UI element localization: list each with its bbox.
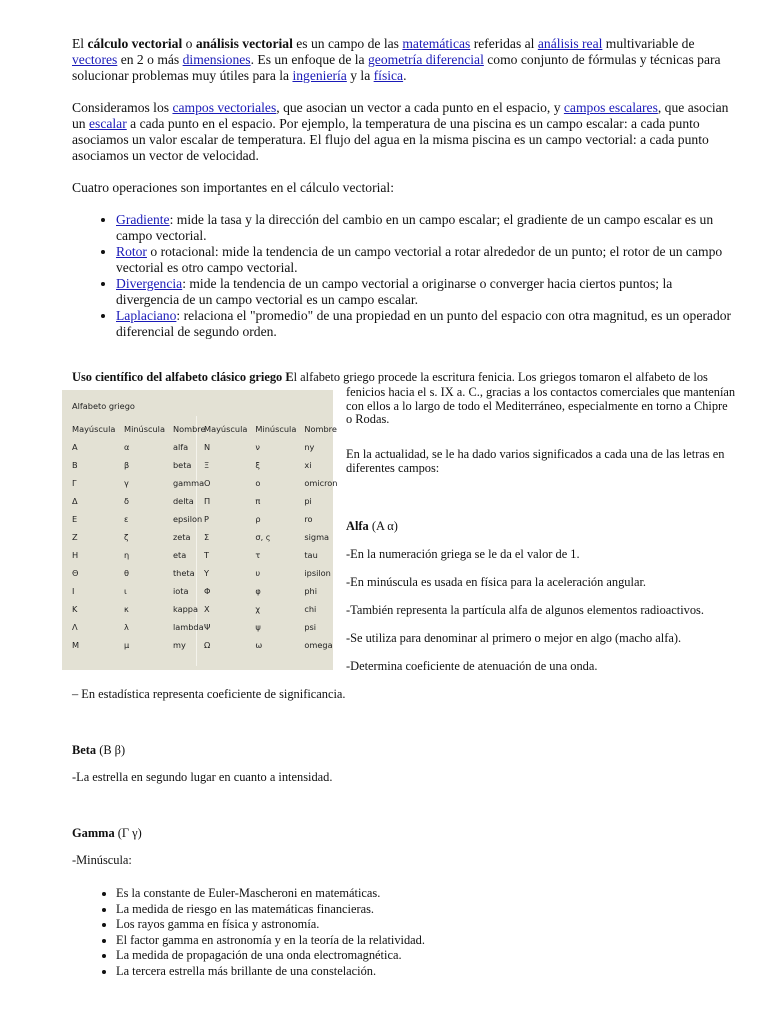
table-title: Alfabeto griego xyxy=(72,401,135,411)
uppercase-letter: Υ xyxy=(204,568,210,578)
term-calculo-vectorial: cálculo vectorial xyxy=(87,36,183,51)
lowercase-letter: φ xyxy=(255,586,261,596)
uppercase-letter: Φ xyxy=(204,586,211,596)
lowercase-letter: σ, ς xyxy=(255,532,271,542)
alfa-heading: Alfa (Α α) xyxy=(346,519,398,533)
uppercase-letter: Ο xyxy=(204,478,211,488)
greek-heading-line: Uso científico del alfabeto clásico griego El alfabeto griego procede la escritura fenicia. Los griegos tomaron el alfabeto de los xyxy=(72,370,708,384)
column-header: Mayúscula xyxy=(72,424,116,434)
lowercase-letter: ρ xyxy=(255,514,261,524)
uppercase-letter: Θ xyxy=(72,568,79,578)
table-row xyxy=(64,636,206,654)
letter-name: ny xyxy=(304,442,315,452)
link-escalar[interactable]: escalar xyxy=(89,116,127,131)
table-row xyxy=(196,492,338,510)
letter-name: omicron xyxy=(304,478,338,488)
link-matematicas[interactable]: matemáticas xyxy=(402,36,471,51)
uppercase-letter: Β xyxy=(72,460,78,470)
table-row xyxy=(64,438,206,456)
gamma-list xyxy=(72,886,768,979)
table-row xyxy=(196,618,338,636)
letter-name: iota xyxy=(172,586,189,596)
list-item: • La medida de riesgo en las matemáticas financieras. xyxy=(116,902,768,918)
meanings-intro: En la actualidad, se le ha dado varios significados a cada una de las letras en diferentes campos: xyxy=(346,447,725,475)
letter-name: zeta xyxy=(172,532,191,542)
table-row xyxy=(196,582,338,600)
uppercase-letter: Σ xyxy=(204,532,210,542)
lowercase-letter: ι xyxy=(124,586,127,596)
letter-name: ipsilon xyxy=(304,568,331,578)
lowercase-letter: μ xyxy=(124,640,130,650)
letter-name: phi xyxy=(304,586,318,596)
lowercase-letter: π xyxy=(255,496,261,506)
fields-paragraph: Consideramos los campos vectoriales, que asocian un vector a cada punto en el espacio, y campos escalares, que asocian un escalar a cada punto en el espacio. Por ejemplo, la temperatura de una piscina es un campo escalar: a cada punto asociamos un valor escalar de temperatura. El flujo del agua en la misma piscina es un campo vectorial: a cada punto asociamos un vector de velocidad. xyxy=(72,100,729,163)
lowercase-letter: ξ xyxy=(255,460,260,470)
table-row xyxy=(64,474,206,492)
operations-list xyxy=(72,212,732,340)
table-row xyxy=(196,510,338,528)
greek-table-right xyxy=(196,420,338,654)
column-header: Nombre xyxy=(172,424,206,434)
table-row xyxy=(64,564,206,582)
uppercase-letter: Α xyxy=(72,442,78,452)
greek-alphabet-table xyxy=(62,390,338,670)
table-row xyxy=(64,510,206,528)
lowercase-letter: ζ xyxy=(124,532,129,542)
table-row xyxy=(64,618,206,636)
uppercase-letter: Ν xyxy=(204,442,211,452)
uppercase-letter: Π xyxy=(204,496,211,506)
letter-name: alfa xyxy=(172,442,189,452)
table-row xyxy=(196,564,338,582)
lowercase-letter: η xyxy=(124,550,130,560)
letter-name: lambda xyxy=(172,622,204,632)
column-header: Minúscula xyxy=(124,424,165,434)
gamma-title: Gamma xyxy=(72,826,115,840)
uppercase-letter: Ε xyxy=(72,514,78,524)
letter-name: gamma xyxy=(172,478,205,488)
uppercase-letter: Λ xyxy=(72,622,78,632)
beta-title: Beta xyxy=(72,743,97,757)
intro-paragraph: El cálculo vectorial o análisis vectorial es un campo de las matemáticas referidas al análisis real multivariable de vectores en 2 o más dimensiones. Es un enfoque de la geometría diferencial como conjunto de fórmulas y técnicas para solucionar problemas muy útiles para la ingeniería y la física. xyxy=(72,36,721,83)
list-item: • Es la constante de Euler-Mascheroni en matemáticas. xyxy=(116,886,768,902)
list-item: • Divergencia: mide la tendencia de un campo vectorial a originarse o converger hacia ciertos puntos; la divergencia de un campo vectorial es un campo escalar. xyxy=(116,276,732,308)
link-gradiente[interactable]: Gradiente xyxy=(116,212,170,227)
lowercase-letter: γ xyxy=(124,478,129,488)
lowercase-letter: θ xyxy=(124,568,130,578)
table-row xyxy=(196,474,338,492)
lowercase-letter: λ xyxy=(124,622,129,632)
beta-heading: Beta (Β β) xyxy=(72,743,126,757)
list-item: -También representa la partícula alfa de algunos elementos radioactivos. xyxy=(346,603,704,617)
table-row xyxy=(196,600,338,618)
uppercase-letter: Δ xyxy=(72,496,78,506)
greek-intro-continued: fenicios hacia el s. IX a. C., gracias a los contactos comerciales que mantenían con ellos a lo largo de todo el Mediterráneo, especialmente en torno a Chipre o Rodas. xyxy=(346,385,736,426)
uppercase-letter: Ω xyxy=(204,640,211,650)
table-row xyxy=(64,528,206,546)
link-campos-escalares[interactable]: campos escalares xyxy=(563,100,658,115)
uppercase-letter: Ζ xyxy=(72,532,78,542)
uppercase-letter: Ξ xyxy=(204,460,210,470)
list-item: • Los rayos gamma en física y astronomía. xyxy=(116,917,768,933)
term-analisis-vectorial: análisis vectorial xyxy=(195,36,293,51)
lowercase-letter: χ xyxy=(255,604,261,614)
list-item: • La tercera estrella más brillante de una constelación. xyxy=(116,964,768,980)
letter-name: psi xyxy=(304,622,317,632)
letter-name: delta xyxy=(172,496,194,506)
table-row xyxy=(196,438,338,456)
list-item: • Laplaciano: relaciona el "promedio" de una propiedad en un punto del espacio con otra magnitud, es un operador diferencial de segundo orden. xyxy=(116,308,732,340)
letter-name: omega xyxy=(304,640,333,650)
uppercase-letter: Γ xyxy=(72,478,77,488)
uppercase-letter: Ι xyxy=(72,586,75,596)
link-laplaciano[interactable]: Laplaciano xyxy=(116,308,177,323)
lowercase-letter: ε xyxy=(124,514,129,524)
letter-name: beta xyxy=(172,460,192,470)
letter-name: pi xyxy=(304,496,312,506)
table-row xyxy=(64,492,206,510)
section-heading: Uso científico del alfabeto clásico griego E xyxy=(72,370,294,384)
lowercase-letter: υ xyxy=(255,568,261,578)
operations-intro: Cuatro operaciones son importantes en el cálculo vectorial: xyxy=(72,180,394,195)
letter-name: kappa xyxy=(172,604,198,614)
table-row xyxy=(196,528,338,546)
letter-name: theta xyxy=(172,568,195,578)
letter-name: tau xyxy=(304,550,318,560)
uppercase-letter: Η xyxy=(72,550,79,560)
table-header-row xyxy=(196,420,338,438)
uppercase-letter: Μ xyxy=(72,640,80,650)
link-rotor[interactable]: Rotor xyxy=(116,244,147,259)
table-row xyxy=(196,456,338,474)
uppercase-letter: Χ xyxy=(204,604,210,614)
link-ingenieria[interactable]: ingeniería xyxy=(292,68,347,83)
table-row xyxy=(196,546,338,564)
gamma-subheading: -Minúscula: xyxy=(72,853,132,867)
alfa-statistics-note: – En estadística representa coeficiente de significancia. xyxy=(72,687,346,701)
letter-name: epsilon xyxy=(172,514,203,524)
table-row xyxy=(196,636,338,654)
lowercase-letter: κ xyxy=(124,604,129,614)
list-item: -Se utiliza para denominar al primero o mejor en algo (macho alfa). xyxy=(346,631,682,645)
lowercase-letter: τ xyxy=(255,550,261,560)
link-geometria-diferencial[interactable]: geometría diferencial xyxy=(368,52,484,67)
lowercase-letter: α xyxy=(124,442,130,452)
table-row xyxy=(64,582,206,600)
link-divergencia[interactable]: Divergencia xyxy=(116,276,183,291)
gamma-heading: Gamma (Γ γ) xyxy=(72,826,142,840)
uppercase-letter: Τ xyxy=(204,550,210,560)
list-item: • Rotor o rotacional: mide la tendencia de un campo vectorial a rotar alrededor de un punto; el rotor de un campo vectorial es otro campo vectorial. xyxy=(116,244,732,276)
list-item: -En la numeración griega se le da el valor de 1. xyxy=(346,547,580,561)
uppercase-letter: Κ xyxy=(72,604,78,614)
list-item: -La estrella en segundo lugar en cuanto a intensidad. xyxy=(72,770,333,784)
letter-name: ro xyxy=(304,514,313,524)
lowercase-letter: ω xyxy=(255,640,263,650)
article-body xyxy=(72,36,732,352)
greek-table-left xyxy=(64,420,206,654)
lowercase-letter: ψ xyxy=(255,622,261,632)
lowercase-letter: δ xyxy=(124,496,130,506)
column-header: Nombre xyxy=(304,424,337,434)
letter-name: my xyxy=(172,640,186,650)
column-header: Minúscula xyxy=(255,424,297,434)
link-campos-vectoriales[interactable]: campos vectoriales xyxy=(172,100,277,115)
list-item: • Gradiente: mide la tasa y la dirección del cambio en un campo escalar; el gradiente de un campo escalar es un campo vectorial. xyxy=(116,212,732,244)
table-header-row xyxy=(64,420,206,438)
table-row xyxy=(64,600,206,618)
lowercase-letter: ο xyxy=(255,478,261,488)
link-fisica[interactable]: física xyxy=(373,68,404,83)
lowercase-letter: ν xyxy=(255,442,260,452)
alfa-title: Alfa xyxy=(346,519,369,533)
link-dimensiones[interactable]: dimensiones xyxy=(182,52,251,67)
link-vectores[interactable]: vectores xyxy=(72,52,118,67)
list-item: -Determina coeficiente de atenuación de una onda. xyxy=(346,659,598,673)
list-item: -En minúscula es usada en física para la aceleración angular. xyxy=(346,575,646,589)
uppercase-letter: Ψ xyxy=(204,622,211,632)
table-row xyxy=(64,456,206,474)
uppercase-letter: Ρ xyxy=(204,514,209,524)
link-analisis-real[interactable]: análisis real xyxy=(537,36,603,51)
column-header: Mayúscula xyxy=(204,424,248,434)
lowercase-letter: β xyxy=(124,460,130,470)
list-item: • El factor gamma en astronomía y en la teoría de la relatividad. xyxy=(116,933,768,949)
letter-name: xi xyxy=(304,460,312,470)
letter-name: sigma xyxy=(304,532,330,542)
letter-name: chi xyxy=(304,604,317,614)
table-row xyxy=(64,546,206,564)
letter-name: eta xyxy=(172,550,187,560)
list-item: • La medida de propagación de una onda electromagnética. xyxy=(116,948,768,964)
